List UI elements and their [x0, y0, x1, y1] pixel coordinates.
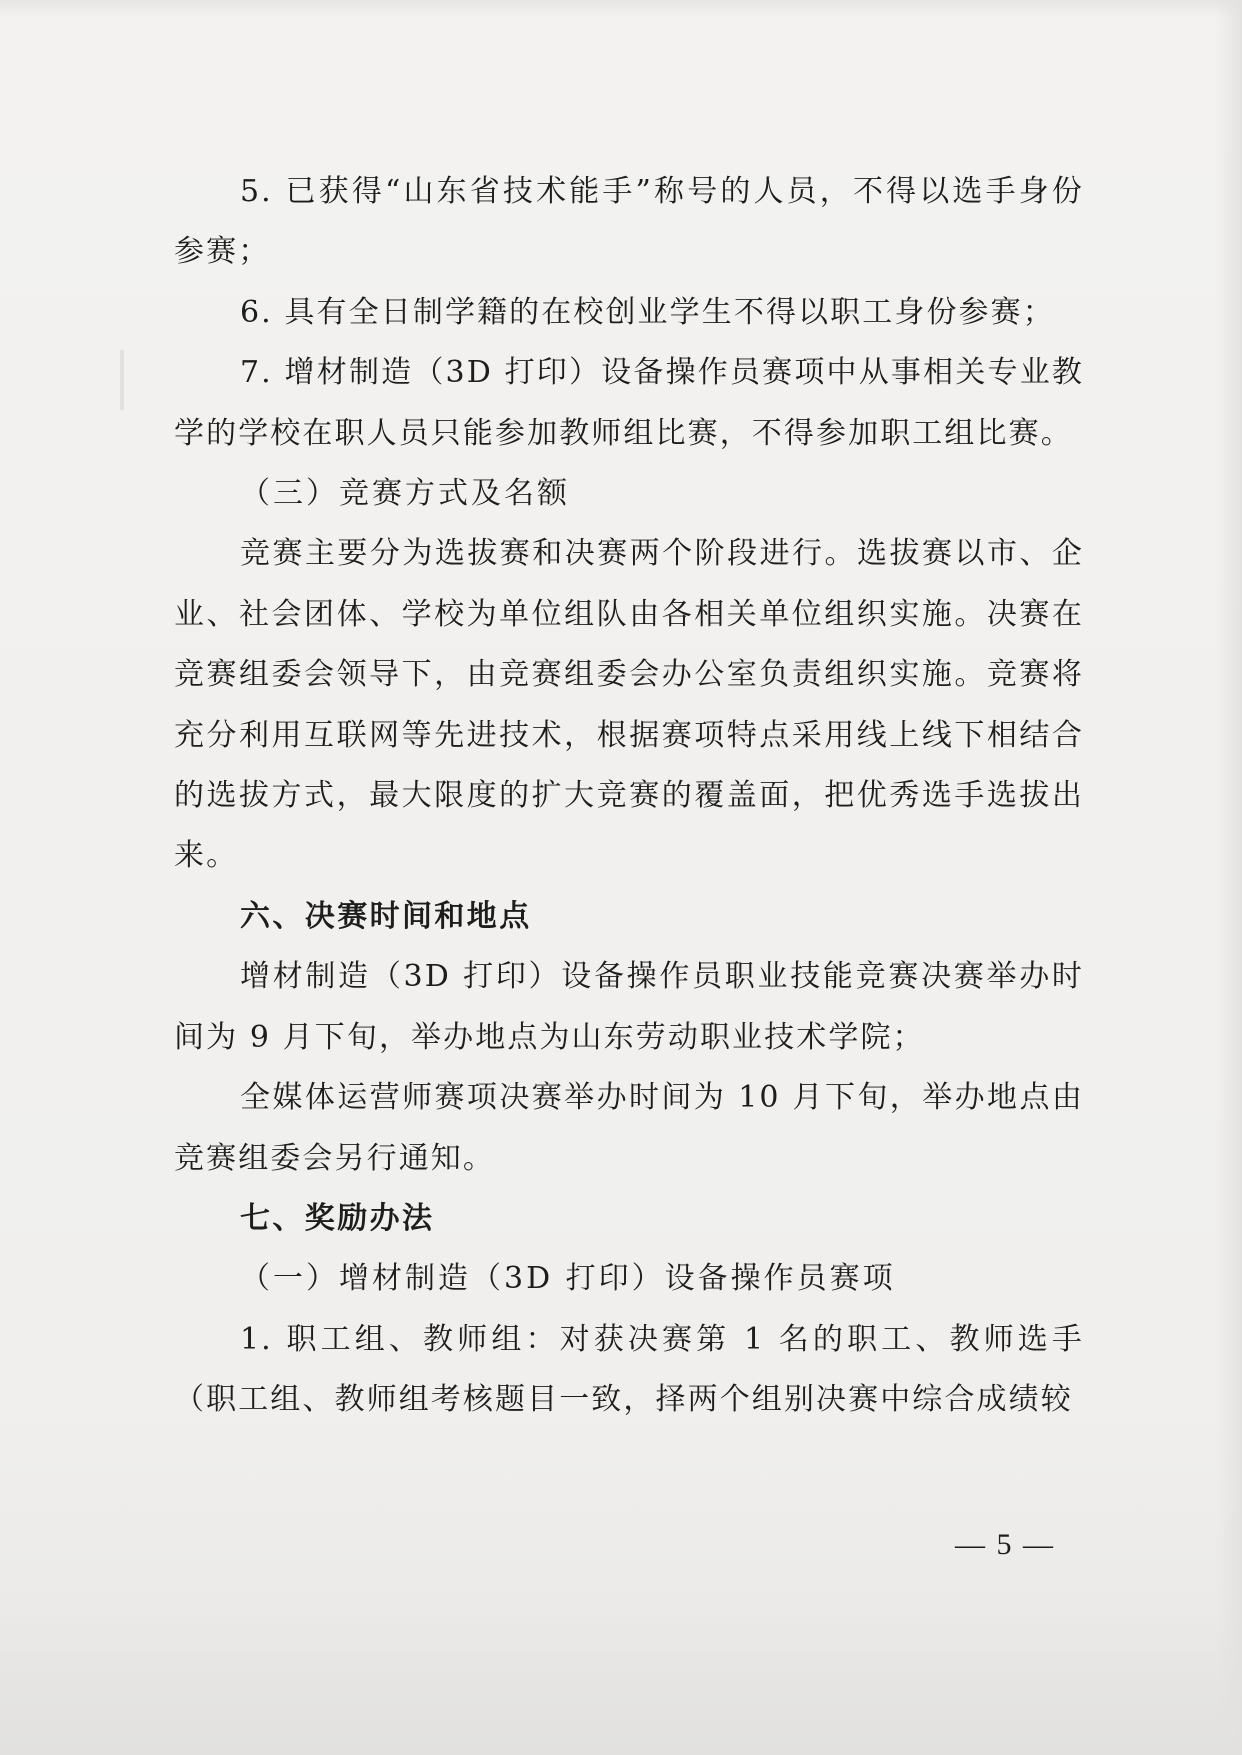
scan-bottom-band [0, 1605, 1242, 1755]
paragraph-item-7: 7. 增材制造（3D 打印）设备操作员赛项中从事相关专业教学的学校在职人员只能参加教师组比赛，不得参加职工组比赛。 [174, 355, 1084, 451]
paragraph-media-operator-final: 全媒体运营师赛项决赛举办时间为 10 月下旬，举办地点由竞赛组委会另行通知。 [174, 1080, 1084, 1176]
scan-top-edge [0, 0, 1242, 18]
paragraph-additive-manufacturing-final: 增材制造（3D 打印）设备操作员职业技能竞赛决赛举办时间为 9 月下旬，举办地点为山东劳动职业技术学院； [174, 959, 1084, 1055]
scan-right-shadow [1216, 0, 1242, 1755]
scan-mark [120, 350, 124, 410]
section-heading-final-time-location: 六、决赛时间和地点 [240, 898, 532, 934]
paragraph-reward-worker-teacher: 1. 职工组、教师组：对获决赛第 1 名的职工、教师选手（职工组、教师组考核题目一致，择两个组别决赛中综合成绩较 [174, 1321, 1084, 1418]
page-number: — 5 — [955, 1528, 1055, 1561]
paragraph-item-6: 6. 具有全日制学籍的在校创业学生不得以职工身份参赛； [240, 294, 1055, 330]
paragraph-competition-method: 竞赛主要分为选拔赛和决赛两个阶段进行。选拔赛以市、企业、社会团体、学校为单位组队由各相关单位组织实施。决赛在竞赛组委会领导下，由竞赛组委会办公室负责组织实施。竞赛将充分利用互联网等先进技术，根据赛项特点采用线上线下相结合的选拔方式，最大限度的扩大竞赛的覆盖面，把优秀选手选拔出来。 [174, 536, 1084, 874]
section-subheading-competition-method: （三）竞赛方式及名额 [240, 476, 570, 512]
paragraph-item-5: 5. 已获得“山东省技术能手”称号的人员，不得以选手身份参赛； [174, 174, 1084, 270]
section-subheading-additive-manufacturing: （一）增材制造（3D 打印）设备操作员赛项 [240, 1261, 896, 1297]
section-heading-reward-method: 七、奖励办法 [240, 1200, 435, 1236]
document-body [174, 162, 1084, 1431]
